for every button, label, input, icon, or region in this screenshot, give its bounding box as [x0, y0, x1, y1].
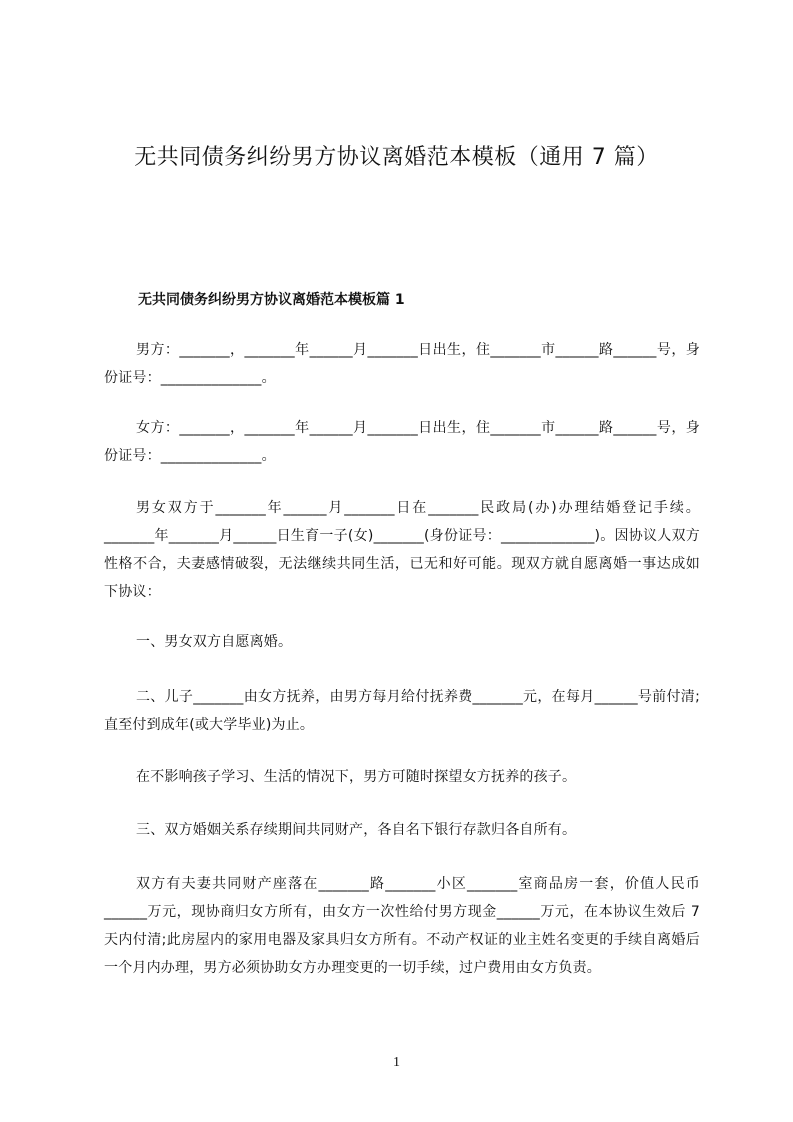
- paragraph-wife-info: 女方：_______，_______年______月_______日出生，住_______市______路______号，身份证号：______________。: [104, 420, 700, 464]
- paragraph-clause-3: 三、双方婚姻关系存续期间共同财产，各自名下银行存款归各自所有。: [136, 822, 577, 838]
- paragraph-clause-1: 一、男女双方自愿离婚。: [136, 634, 293, 650]
- paragraph-property: 双方有夫妻共同财产座落在_______路_______小区_______室商品房一套，价值人民币______万元，现协商归女方所有，由女方一次性给付男方现金______万元，在本协议生效后 7 天内付清;此房屋内的家用电器及家具归女方所有。不动产权证的业主姓名变更的手续自离婚后一个月内办理，男方必须协助女方办理变更的一切手续，过户费用由女方负责。: [104, 876, 700, 976]
- section-heading: 无共同债务纠纷男方协议离婚范本模板篇 1: [138, 292, 405, 308]
- paragraph-visitation: 在不影响孩子学习、生活的情况下，男方可随时探望女方抚养的孩子。: [136, 769, 577, 785]
- paragraph-husband-info: 男方：_______，_______年______月_______日出生，住_______市______路______号，身份证号：______________。: [104, 342, 700, 386]
- document-title: 无共同债务纠纷男方协议离婚范本模板（通用 7 篇）: [134, 145, 659, 170]
- page-number: 1: [393, 1055, 400, 1070]
- paragraph-clause-2: 二、儿子_______由女方抚养，由男方每月给付抚养费_______元，在每月______号前付清;直至付到成年(或大学毕业)为止。: [104, 689, 700, 733]
- paragraph-marriage-registration: 男女双方于_______年______月_______日在_______民政局(办)办理结婚登记手续。_______年_______月______日生育一子(女)_______(身份证号：_____________)。因协议人双方性格不合，夫妻感情破裂，无法继续共同生活，已无和好可能。现双方就自愿离婚一事达成如下协议：: [104, 500, 700, 600]
